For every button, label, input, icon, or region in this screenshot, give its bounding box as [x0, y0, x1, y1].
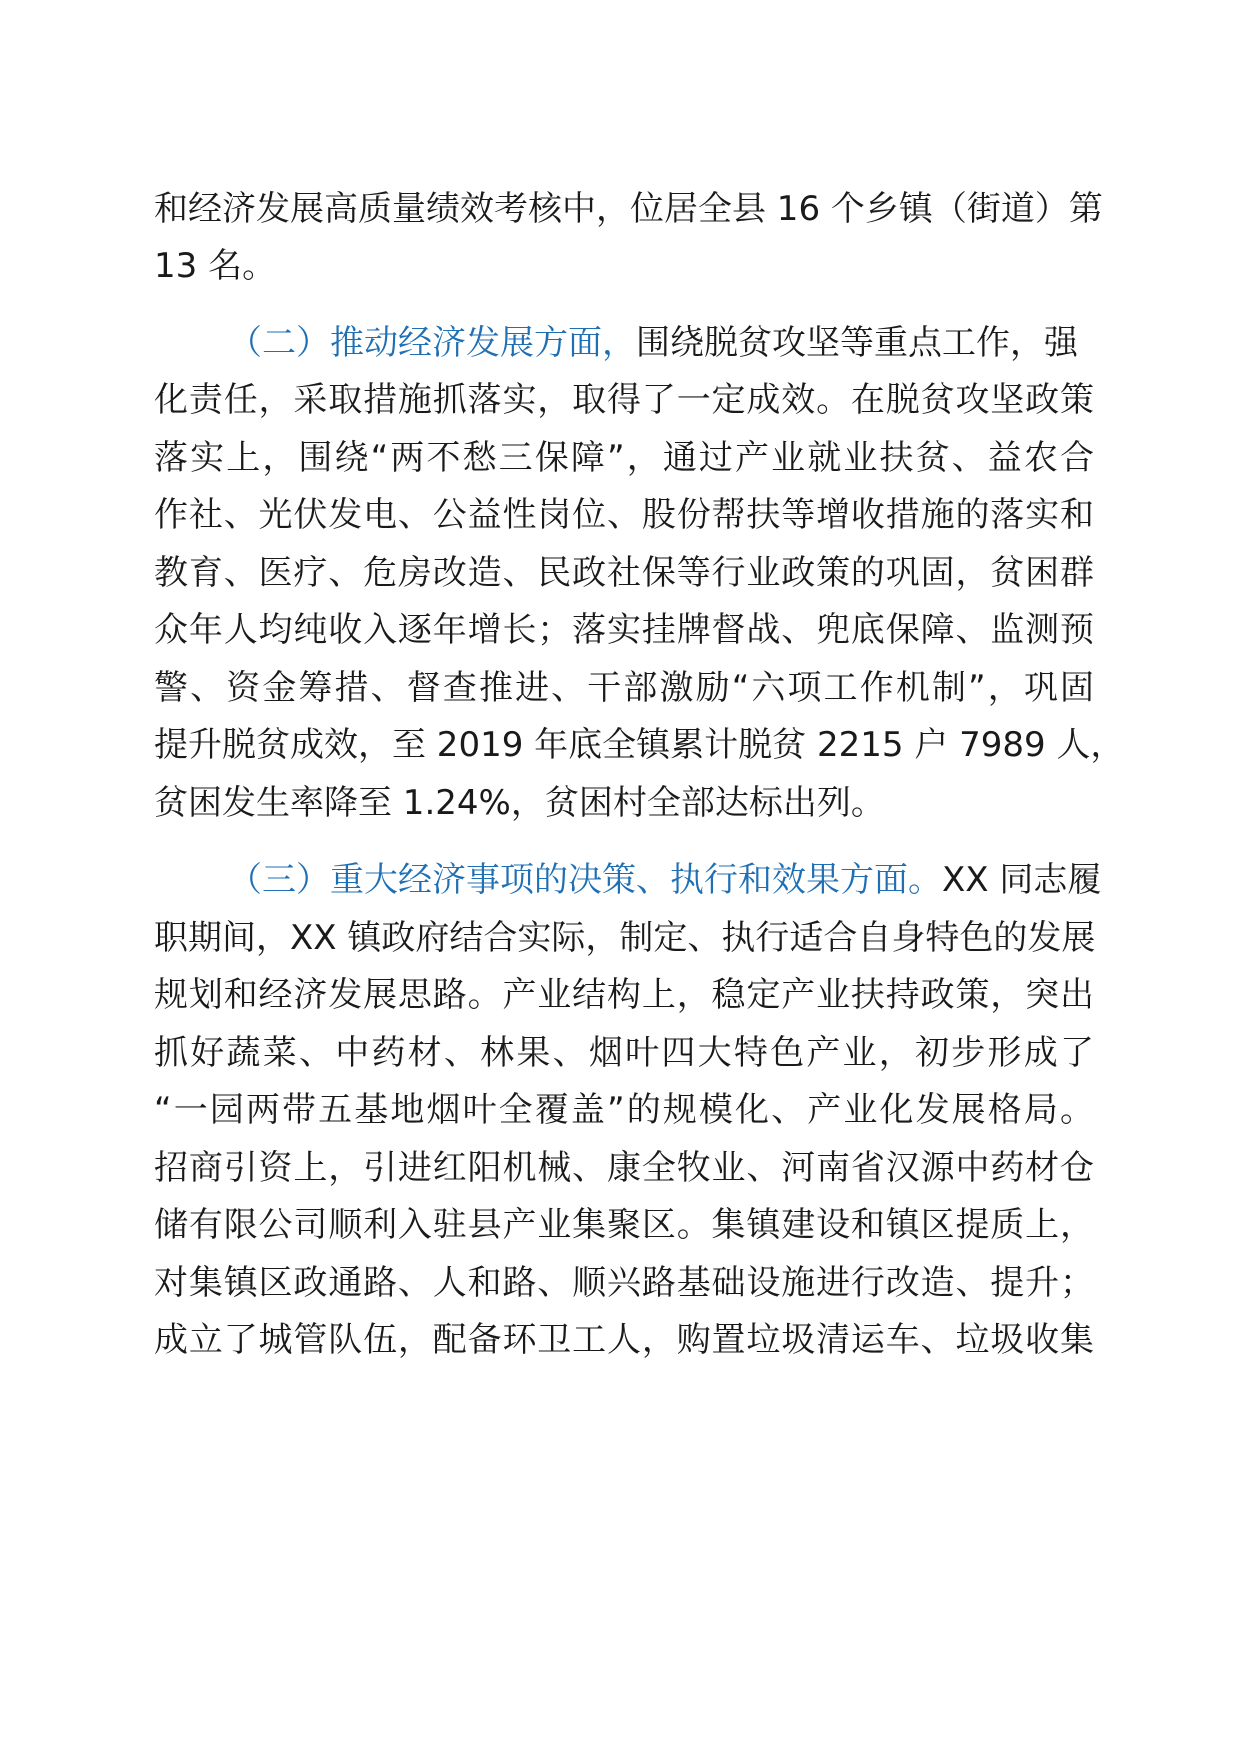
body-line-20: [154, 1311, 1094, 1369]
body-line-5: [154, 429, 1094, 487]
body-line-2: [154, 237, 1094, 295]
body-line-18: [154, 1196, 1094, 1254]
section-three-first-line: [228, 851, 1102, 909]
body-line-15: [154, 1024, 1094, 1082]
text-run: 作社、光伏发电、公益性岗位、股份帮扶等增收措施的落实和: [154, 495, 1094, 535]
body-line-17: [154, 1139, 1094, 1197]
text-run: 落实上，围绕“两不愁三保障”，通过产业就业扶贫、益农合: [154, 438, 1094, 478]
body-line-16: [154, 1081, 1094, 1139]
body-line-14: [154, 966, 1094, 1024]
body-line-4: [154, 371, 1094, 429]
body-line-13: [154, 909, 1094, 967]
text-run: XX 同志履: [942, 860, 1102, 900]
text-run: 对集镇区政通路、人和路、顺兴路基础设施进行改造、提升；: [154, 1263, 1094, 1303]
text-run: 教育、医疗、危房改造、民政社保等行业政策的巩固，贫困群: [154, 553, 1094, 593]
text-run: 和经济发展高质量绩效考核中，位居全县 16 个乡镇（街道）第: [154, 189, 1103, 229]
body-line-8: [154, 601, 1094, 659]
text-run: 规划和经济发展思路。产业结构上，稳定产业扶持政策，突出: [154, 975, 1094, 1015]
text-run: 提升脱贫成效，至 2019 年底全镇累计脱贫 2215 户 7989 人，: [154, 725, 1125, 765]
text-run: 围绕脱贫攻坚等重点工作，强: [636, 323, 1078, 363]
body-line-10: [154, 716, 1125, 774]
body-line-19: [154, 1254, 1094, 1312]
text-run: 贫困发生率降至 1.24%，贫困村全部达标出列。: [154, 783, 885, 823]
body-line-6: [154, 486, 1094, 544]
text-run: 众年人均纯收入逐年增长；落实挂牌督战、兜底保障、监测预: [154, 610, 1094, 650]
text-run: 职期间，XX 镇政府结合实际，制定、执行适合自身特色的发展: [154, 918, 1096, 958]
text-run: 成立了城管队伍，配备环卫工人，购置垃圾清运车、垃圾收集: [154, 1320, 1094, 1360]
section-two-first-line: [228, 314, 1094, 372]
body-line-7: [154, 544, 1094, 602]
text-run: 储有限公司顺利入驻县产业集聚区。集镇建设和镇区提质上，: [154, 1205, 1094, 1245]
body-line-9: [154, 659, 1094, 717]
text-run: 13 名。: [154, 246, 277, 286]
section-heading-three: （三）重大经济事项的决策、执行和效果方面。: [228, 860, 942, 900]
text-run: 抓好蔬菜、中药材、林果、烟叶四大特色产业，初步形成了: [154, 1033, 1094, 1073]
text-run: 招商引资上，引进红阳机械、康全牧业、河南省汉源中药材仓: [154, 1148, 1094, 1188]
section-heading-two: （二）推动经济发展方面，: [228, 323, 636, 363]
body-line-11: [154, 774, 1094, 832]
text-run: 警、资金筹措、督查推进、干部激励“六项工作机制”，巩固: [154, 668, 1094, 708]
text-run: 化责任，采取措施抓落实，取得了一定成效。在脱贫攻坚政策: [154, 380, 1094, 420]
text-run: “一园两带五基地烟叶全覆盖”的规模化、产业化发展格局。: [154, 1090, 1094, 1130]
body-line-1: [154, 180, 1103, 238]
